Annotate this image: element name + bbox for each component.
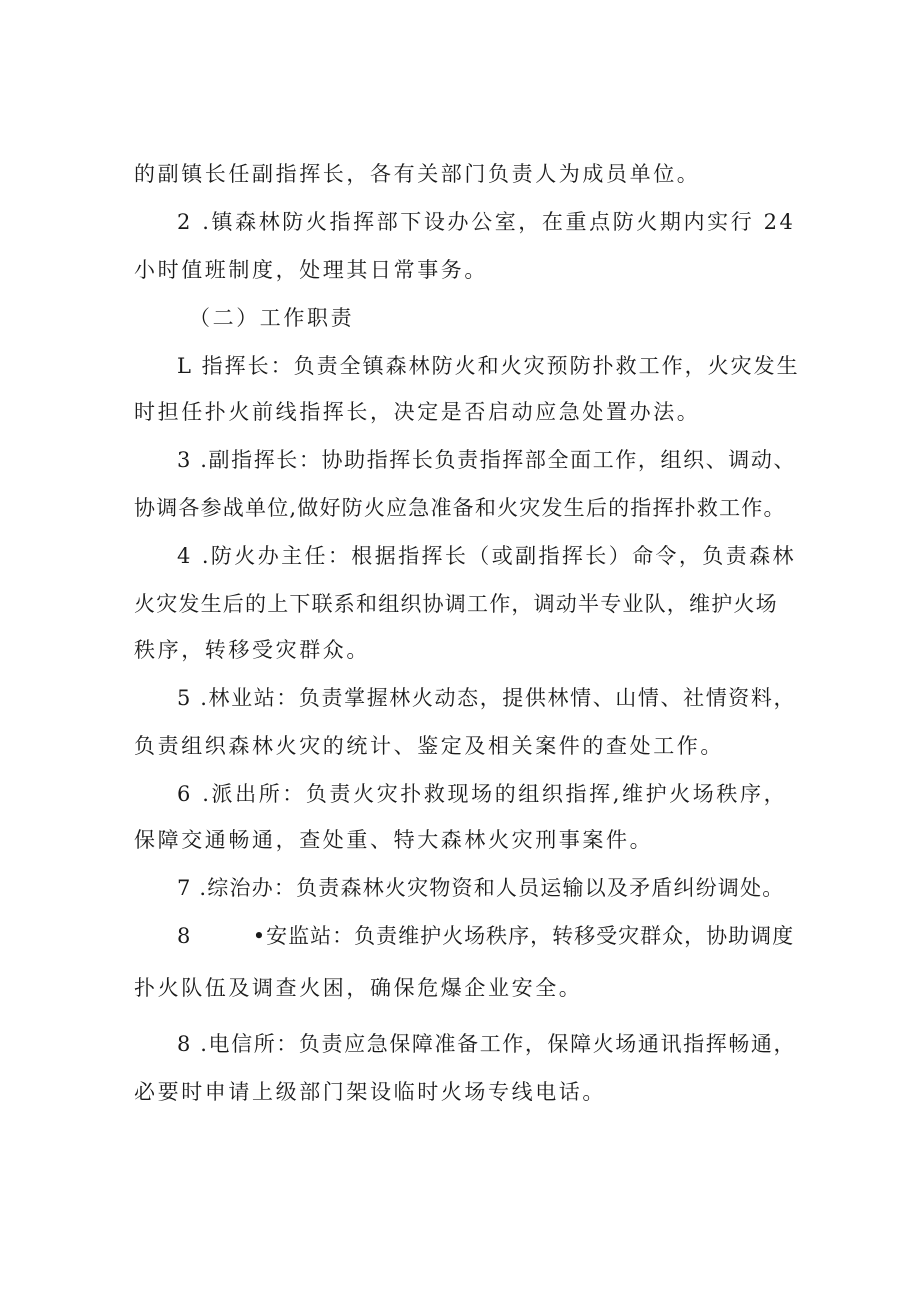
paragraph-line-8: 协调各参战单位,做好防火应急准备和火灾发生后的指挥扑救工作。 [134, 496, 786, 520]
paragraph-line-15: 保障交通畅通，查处重、特大森林火灾刑事案件。 [134, 828, 654, 852]
section-heading: （二）工作职责 [189, 306, 355, 330]
paragraph-line-14: 6 .派出所：负责火灾扑救现场的组织指挥,维护火场秩序， [177, 782, 788, 806]
paragraph-line-6: 时担任扑火前线指挥长，决定是否启动应急处置办法。 [134, 400, 701, 424]
paragraph-line-12: 5 .林业站：负责掌握林火动态，提供林情、山情、社情资料， [177, 686, 797, 710]
paragraph-line-17: 8 •安监站：负责维护火场秩序，转移受灾群众，协助调度 [177, 924, 795, 948]
paragraph-line-9: 4 .防火办主任：根据指挥长（或副指挥长）命令，负责森林 [177, 544, 796, 568]
paragraph-line-3: 小时值班制度，处理其日常事务。 [134, 258, 488, 282]
paragraph-line-16: 7 .综治办：负责森林火灾物资和人员运输以及矛盾纠纷调处。 [177, 876, 785, 900]
paragraph-line-18: 扑火队伍及调查火困，确保危爆企业安全。 [134, 976, 583, 1000]
paragraph-line-5: L 指挥长：负责全镇森林防火和火灾预防扑救工作，火灾发生 [177, 354, 800, 378]
paragraph-line-13: 负责组织森林火灾的统计、鉴定及相关案件的查处工作。 [134, 734, 724, 758]
paragraph-line-2: 2 .镇森林防火指挥部下设办公室，在重点防火期内实行 24 [177, 210, 796, 234]
paragraph-line-1: 的副镇长任副指挥长，各有关部门负责人为成员单位。 [134, 162, 701, 186]
paragraph-line-10: 火灾发生后的上下联系和组织协调工作，调动半专业队，维护火场 [134, 592, 778, 616]
paragraph-line-7: 3 .副指挥长：协助指挥长负责指挥部全面工作，组织、调动、 [177, 448, 797, 472]
paragraph-line-20: 必要时申请上级部门架设临时火场专线电话。 [134, 1080, 606, 1104]
paragraph-line-19: 8 .电信所：负责应急保障准备工作，保障火场通讯指挥畅通， [177, 1032, 797, 1056]
paragraph-line-11: 秩序，转移受灾群众。 [134, 638, 370, 662]
